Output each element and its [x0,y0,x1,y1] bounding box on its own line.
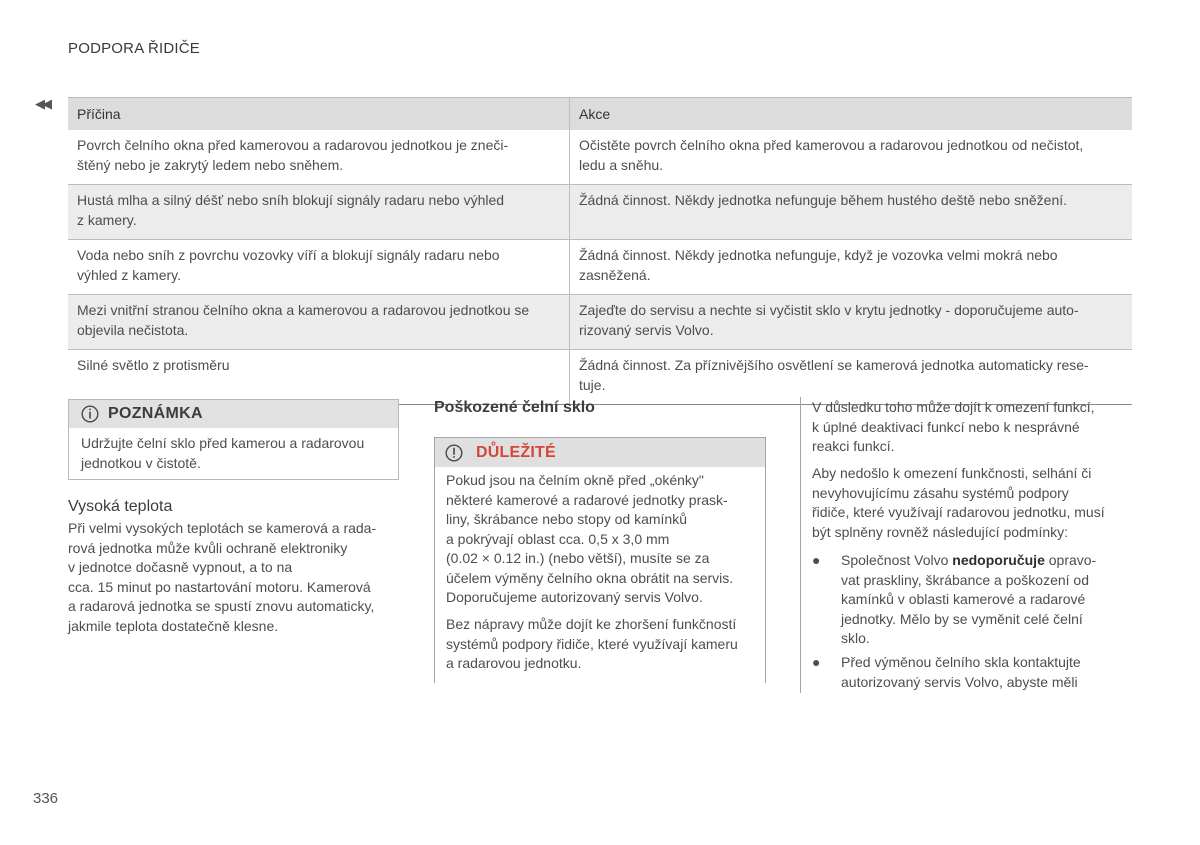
action-cell: Žádná činnost. Někdy jednotka nefunguje během hustého deště nebo sněžení. [570,185,1133,240]
table-header-row [68,98,1132,131]
action-cell: Zajeďte do servisu a nechte si vyčistit sklo v krytu jednotky - doporučujeme auto- rizovaný servis Volvo. [570,295,1133,350]
table-row [68,240,1132,295]
table-row [68,185,1132,240]
table-row [68,130,1132,185]
cause-action-table [68,97,1132,405]
important-paragraph-1: Pokud jsou na čelním okně před „okénky" některé kamerové a radarové jednotky prask- liny, škrábance nebo stopy od kamínků a pokrývají oblast cca. 0,5 x 3,0 mm (0.02 × 0.12 in.) (nebo větší), musíte se za účelem výměny čelního okna obrátit na servis. Doporučujeme autorizovaný servis Volvo. [446,472,734,605]
bullet-bold-term: nedoporučuje [952,552,1045,568]
list-item [812,653,1130,693]
cause-cell: Mezi vnitřní stranou čelního okna a kamerovou a radarovou jednotkou se objevila nečistota. [68,295,570,350]
cause-cell: Hustá mlha a silný déšť nebo sníh blokují signály radaru nebo výhled z kamery. [68,185,570,240]
column-header-action: Akce [570,98,1133,131]
important-box [434,437,766,683]
bullet-text-part: Společnost Volvo [841,552,953,568]
bullet-icon: ● [812,654,821,670]
bullet-text-part: opravo- vat praskliny, škrábance a poškození od kamínků v oblasti kamerové a radarové jednotky. Mělo by se vyměnit celé čelní sklo. [841,552,1097,646]
action-cell: Žádná činnost. Někdy jednotka nefunguje, když je vozovka velmi mokrá nebo zasněžená. [570,240,1133,295]
important-paragraph-2: Bez nápravy může dojít ke zhoršení funkčností systémů podpory řidiče, které využívají kameru a radarovou jednotku. [446,616,738,671]
note-box [68,399,399,480]
continued-marker-icon: ◀◀ [35,96,49,111]
note-header [69,400,398,428]
note-text: Udržujte čelní sklo před kamerou a radarovou jednotkou v čistotě. [81,435,365,471]
action-cell: Očistěte povrch čelního okna před kamerovou a radarovou jednotkou od nečistot, ledu a sněhu. [570,130,1133,185]
high-temp-heading: Vysoká teplota [68,498,173,515]
important-title: DŮLEŽITÉ [476,443,556,461]
bullet-icon: ● [812,552,821,568]
damaged-glass-heading: Poškozené čelní sklo [434,399,595,416]
info-icon [81,405,99,423]
section-title: PODPORA ŘIDIČE [68,40,200,57]
cause-cell: Voda nebo sníh z povrchu vozovky víří a blokují signály radaru nebo výhled z kamery. [68,240,570,295]
bullet-text [841,551,1121,649]
bullet-text: Před výměnou čelního skla kontaktujte autorizovaný servis Volvo, abyste měli [841,654,1081,690]
right-paragraph-2: Aby nedošlo k omezení funkčnosti, selhání či nevyhovujícímu zásahu systémů podpory řidiče, které využívají radarovou jednotku, musí být splněny rovněž následující podmínky: [812,465,1105,540]
note-title: POZNÁMKA [108,405,203,422]
table-row [68,295,1132,350]
list-item [812,551,1130,651]
important-header [435,438,765,467]
right-paragraph-1: V důsledku toho může dojít k omezení funkcí, k úplné deaktivaci funkcí nebo k nesprávné reakci funkcí. [812,399,1095,454]
cause-cell: Silné světlo z protisměru [68,350,570,405]
high-temp-text: Při velmi vysokých teplotách se kamerová a rada- rová jednotka může kvůli ochraně elektroniky v jednotce dočasně vypnout, a to na cca. 15 minut po nastartování motoru. Kamerová a radarová jednotka se spustí znovu automaticky, jakmile teplota dostatečně klesne. [68,520,377,634]
right-column [800,397,1132,693]
cause-cell: Povrch čelního okna před kamerovou a radarovou jednotkou je zneči- štěný nebo je zakrytý ledem nebo sněhem. [68,130,570,185]
column-header-cause: Příčina [68,98,570,131]
action-cell: Žádná činnost. Za příznivějšího osvětlení se kamerová jednotka automaticky rese- tuje. [570,350,1133,405]
page-number: 336 [33,790,59,807]
warning-icon [445,444,463,462]
